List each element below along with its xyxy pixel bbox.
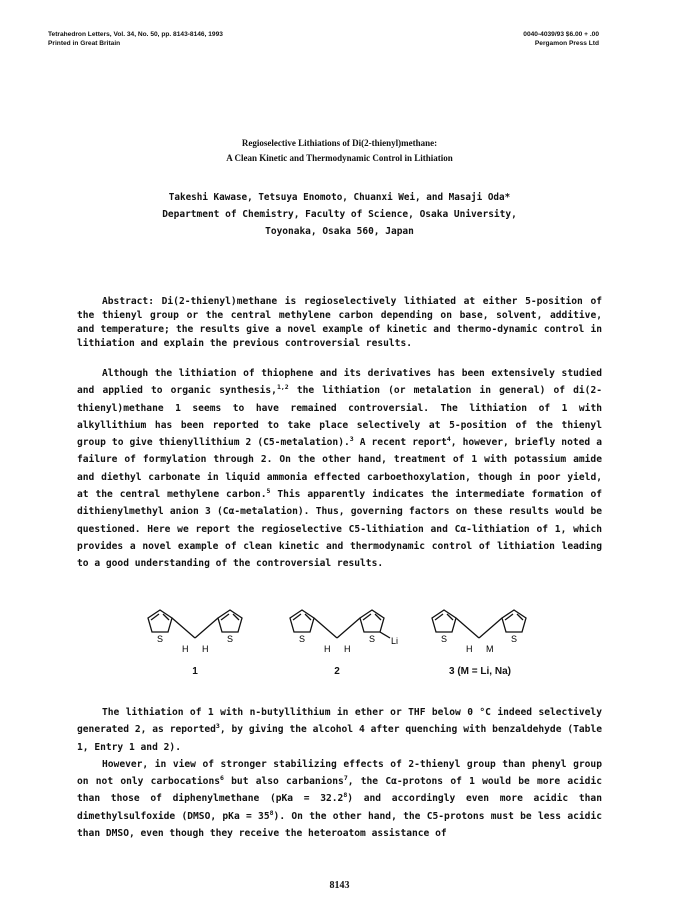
abstract-label: Abstract: xyxy=(102,296,154,307)
affiliation-line-1: Department of Chemistry, Faculty of Science, Osaka University, xyxy=(162,209,517,220)
p3-text-c: , the Cα-protons of 1 would be more acidic than those of diphenylmethane (pKa = 32.2 xyxy=(77,776,602,805)
structure-2-drawing xyxy=(282,604,412,666)
structure-1-drawing xyxy=(140,604,250,666)
sulfur-label: S xyxy=(227,634,234,644)
sulfur-label: S xyxy=(369,634,376,644)
sulfur-label: S xyxy=(157,634,164,644)
ref-sup: 4 xyxy=(446,435,451,443)
p1-text-d: , however, briefly noted a failure of formylation through 2. On the other hand, treatment of 1 with potassium amide and diethyl carbonate in liquid ammonia effected carboethoxylation, though in poor yield, at the central methylene carbon. xyxy=(77,437,602,501)
sulfur-label: S xyxy=(441,634,448,644)
ref-sup: 7 xyxy=(343,774,348,782)
ref-sup: 5 xyxy=(266,486,271,495)
body-paragraph-1 xyxy=(77,365,602,573)
p3-text-b: but also carbanions xyxy=(223,776,344,788)
sulfur-label: S xyxy=(299,634,306,644)
structure-scheme xyxy=(0,604,679,684)
article-code xyxy=(523,30,599,48)
title-line-2: A Clean Kinetic and Thermodynamic Control in Lithiation xyxy=(226,153,453,163)
ref-sup: 6 xyxy=(220,774,224,782)
p2-text-a: The lithiation of 1 with n-butyllithium in ether or THF below 0 °C indeed selectively generated 2, as reported xyxy=(77,707,602,736)
hydrogen-label: H xyxy=(182,644,189,654)
affiliation-line-2: Toyonaka, Osaka 560, Japan xyxy=(265,226,414,237)
hydrogen-label: H xyxy=(344,644,351,654)
hydrogen-label: H xyxy=(202,644,209,654)
journal-citation xyxy=(48,30,223,48)
p1-text-b: the lithiation (or metalation in general) of di(2-thienyl)methane 1 seems to have remained controversial. The lithiation of 1 with alkyllithium has been reported to take place selectively at 5-position of the thienyl group to give thienyllithium 2 (C5-metalation). xyxy=(77,385,602,449)
ref-sup: 3 xyxy=(349,435,354,443)
structure-1-label: 1 xyxy=(192,666,198,677)
journal-line-1: Tetrahedron Letters, Vol. 34, No. 50, pp. 8143-8146, 1993 xyxy=(48,31,223,38)
lithium-label: Li xyxy=(391,636,399,646)
hydrogen-label: H xyxy=(466,644,473,654)
ref-sup: 1,2 xyxy=(276,383,289,392)
body-paragraph-2 xyxy=(77,704,602,842)
p3-text-d: ) and accordingly even more acidic than dimethylsulfoxide (DMSO, pKa = 35 xyxy=(77,793,602,822)
ref-sup: 8 xyxy=(269,808,274,817)
p3-text-e: ). On the other hand, the C5-protons must be less acidic than DMSO, even though they receive the heteroatom assistance of xyxy=(77,810,603,840)
structure-3-drawing xyxy=(424,604,534,666)
p1-text-e: This apparently indicates the intermediate formation of dithienylmethyl anion 3 (Cα-metalation). Thus, governing factors on these results would be questioned. Here we report the regioselective C5-lithiation and Cα-lithiation of 1, which provides a novel example of clean kinetic and thermodynamic control of lithiation leading to a good understanding of the controversial results. xyxy=(77,489,602,570)
p3-text-a: However, in view of stronger stabilizing effects of 2-thienyl group than phenyl group on not only carbocations xyxy=(77,758,602,788)
p2-text-b: , by giving the alcohol 4 after quenching with benzaldehyde (Table 1, Entry 1 and 2). xyxy=(77,724,603,753)
code-line-2: Pergamon Press Ltd xyxy=(534,40,599,47)
structure-2-label: 2 xyxy=(334,666,340,677)
sulfur-label: S xyxy=(511,634,518,644)
p1-text-c: A recent report xyxy=(353,437,447,449)
p1-text-a: Although the lithiation of thiophene and its derivatives has been extensively studied and applied to organic synthesis, xyxy=(77,368,602,397)
journal-line-2: Printed in Great Britain xyxy=(48,40,121,47)
metal-label: M xyxy=(486,644,494,654)
structure-3-label: 3 (M = Li, Na) xyxy=(449,666,511,677)
ref-sup: 3 xyxy=(215,722,220,731)
abstract xyxy=(77,295,602,351)
abstract-text: Di(2-thienyl)methane is regioselectively lithiated at either 5-position of the thienyl group or the central methylene carbon depending on base, solvent, additive, and temperature; the results give a novel example of kinetic and thermo-dynamic control in lithiation and explain the previous controversial results. xyxy=(77,296,603,349)
author-list: Takeshi Kawase, Tetsuya Enomoto, Chuanxi Wei, and Masaji Oda* xyxy=(168,192,511,203)
code-line-1: 0040-4039/93 $6.00 + .00 xyxy=(523,31,599,38)
hydrogen-label: H xyxy=(324,644,331,654)
ref-sup: 8 xyxy=(343,791,348,800)
page-number: 8143 xyxy=(329,880,350,891)
title-line-1: Regioselective Lithiations of Di(2-thienyl)methane: xyxy=(241,138,438,148)
